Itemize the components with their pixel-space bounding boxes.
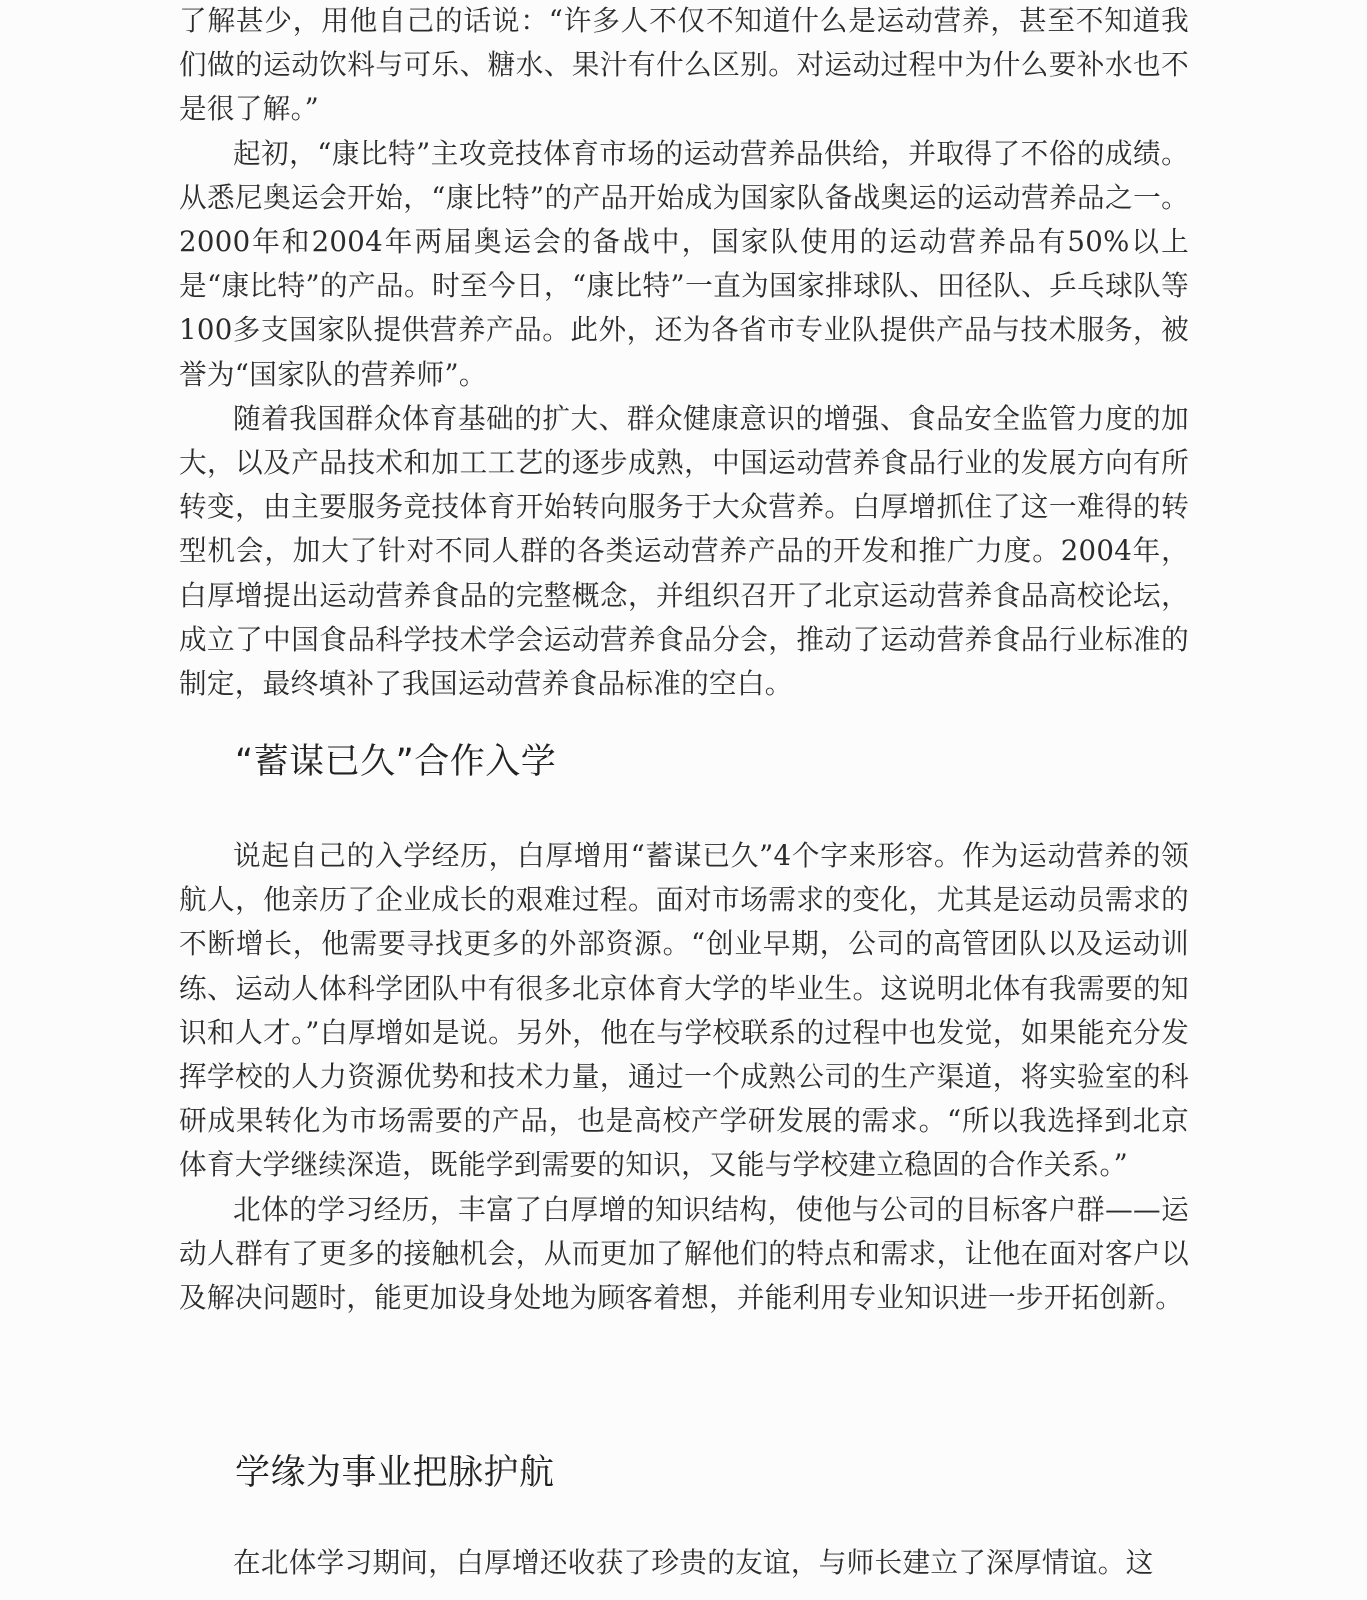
paragraph: 随着我国群众体育基础的扩大、群众健康意识的增强、食品安全监管力度的加大，以及产品技术和加工工艺的逐步成熟，中国运动营养食品行业的发展方向有所转变，由主要服务竞技体育开始转向服务于大众营养。白厚增抓住了这一难得的转型机会，加大了针对不同人群的各类运动营养产品的开发和推广力度。2004年，白厚增提出运动营养食品的完整概念，并组织召开了北京运动营养食品高校论坛，成立了中国食品科学技术学会运动营养食品分会，推动了运动营养食品行业标准的制定，最终填补了我国运动营养食品标准的空白。 bbox=[179, 401, 1189, 701]
section-heading: 学缘为事业把脉护航 bbox=[235, 1453, 555, 1493]
paragraph: 起初，“康比特”主攻竞技体育市场的运动营养品供给，并取得了不俗的成绩。从悉尼奥运会开始，“康比特”的产品开始成为国家队备战奥运的运动营养品之一。2000年和2004年两届奥运会的备战中，国家队使用的运动营养品有50%以上是“康比特”的产品。时至今日，“康比特”一直为国家排球队、田径队、乒乓球队等100多支国家队提供营养产品。此外，还为各省市专业队提供产品与技术服务，被誉为“国家队的营养师”。 bbox=[179, 136, 1189, 391]
paragraph: 在北体学习期间，白厚增还收获了珍贵的友谊，与师长建立了深厚情谊。这 bbox=[233, 1546, 1154, 1579]
article-section-friendship bbox=[179, 1541, 1189, 1585]
section-heading: “蓄谋已久”合作入学 bbox=[235, 742, 557, 782]
paragraph: 北体的学习经历，丰富了白厚增的知识结构，使他与公司的目标客户群——运动人群有了更多的接触机会，从而更加了解他们的特点和需求，让他在面对客户以及解决问题时，能更加设身处地为顾客着想，并能利用专业知识进一步开拓创新。 bbox=[179, 1192, 1189, 1315]
article-section-intro bbox=[179, 0, 1189, 706]
paragraph: 说起自己的入学经历，白厚增用“蓄谋已久”4个字来形容。作为运动营养的领航人，他亲历了企业成长的艰难过程。面对市场需求的变化，尤其是运动员需求的不断增长，他需要寻找更多的外部资源。“创业早期，公司的高管团队以及运动训练、运动人体科学团队中有很多北京体育大学的毕业生。这说明北体有我需要的知识和人才。”白厚增如是说。另外，他在与学校联系的过程中也发觉，如果能充分发挥学校的人力资源优势和技术力量，通过一个成熟公司的生产渠道，将实验室的科研成果转化为市场需要的产品，也是高校产学研发展的需求。“所以我选择到北京体育大学继续深造，既能学到需要的知识，又能与学校建立稳固的合作关系。” bbox=[179, 839, 1189, 1182]
paragraph: 了解甚少，用他自己的话说：“许多人不仅不知道什么是运动营养，甚至不知道我们做的运动饮料与可乐、糖水、果汁有什么区别。对运动过程中为什么要补水也不是很了解。” bbox=[179, 4, 1189, 126]
article-section-enrollment bbox=[179, 834, 1189, 1320]
